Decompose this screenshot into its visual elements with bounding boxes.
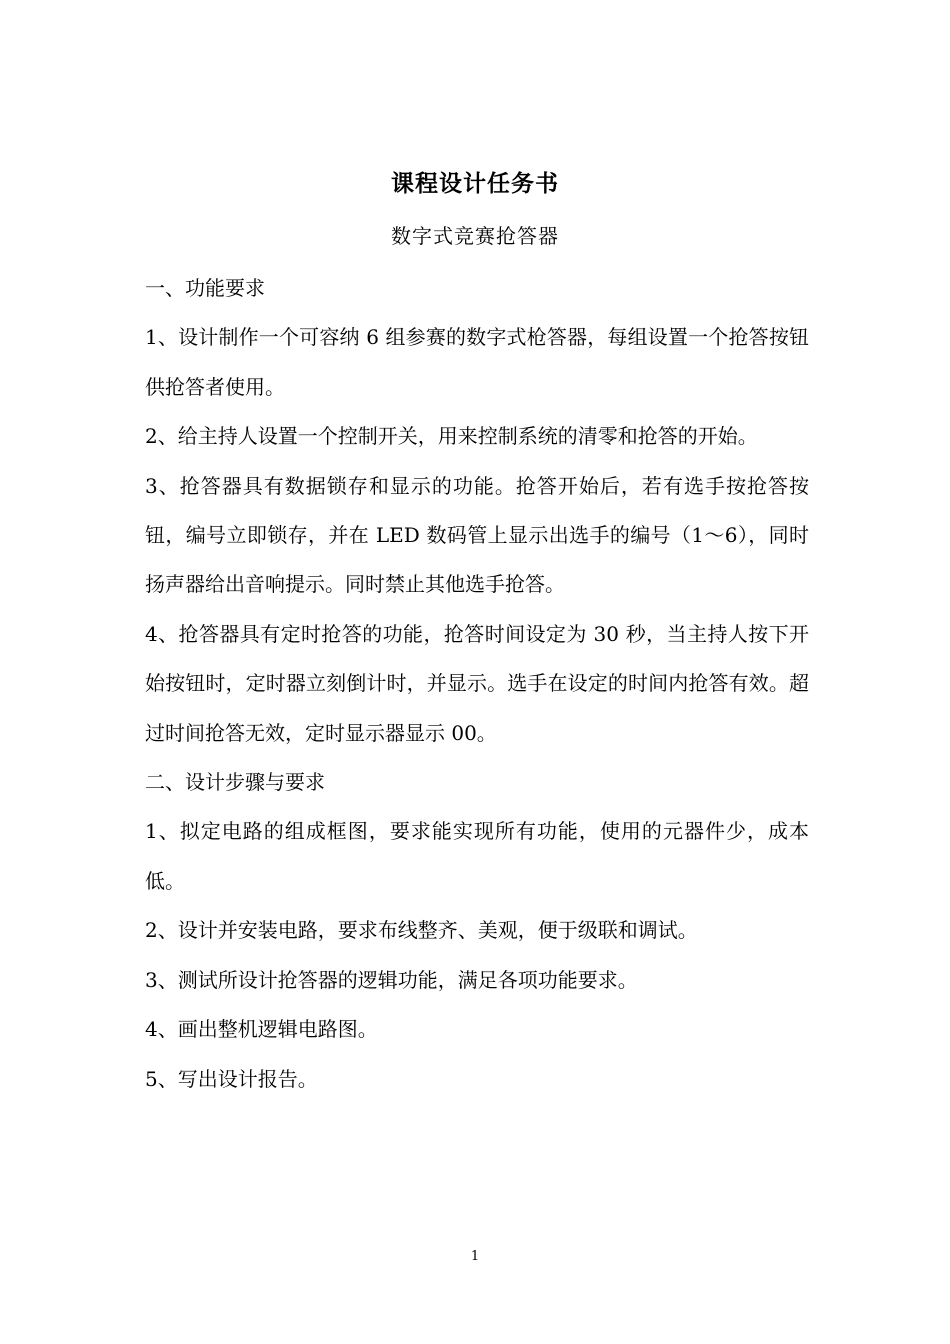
paragraph-function-1: 1、设计制作一个可容纳 6 组参赛的数字式枪答器，每组设置一个抢答按钮供抢答者使用。 <box>145 325 809 399</box>
document-title: 课程设计任务书 <box>391 171 559 197</box>
paragraph-function-4: 4、抢答器具有定时抢答的功能，抢答时间设定为 30 秒，当主持人按下开始按钮时，定时器立刻倒计时，并显示。选手在设定的时间内抢答有效。超过时间抢答无效，定时显示器显示 00。 <box>145 621 809 745</box>
paragraph-step-4: 4、画出整机逻辑电路图。 <box>145 1017 378 1042</box>
section-heading-function: 一、功能要求 <box>145 276 265 300</box>
document-body <box>145 264 809 1104</box>
document-subtitle: 数字式竞赛抢答器 <box>391 224 559 248</box>
page-number: 1 <box>470 1249 480 1264</box>
paragraph-step-2: 2、设计并安装电路，要求布线整齐、美观，便于级联和调试。 <box>145 918 698 943</box>
paragraph-step-5: 5、写出设计报告。 <box>145 1066 318 1091</box>
section-heading-steps: 二、设计步骤与要求 <box>145 770 325 795</box>
paragraph-step-1: 1、拟定电路的组成框图，要求能实现所有功能，使用的元器件少，成本低。 <box>145 819 809 893</box>
paragraph-step-3: 3、测试所设计抢答器的逻辑功能，满足各项功能要求。 <box>145 967 638 992</box>
paragraph-function-3: 3、抢答器具有数据锁存和显示的功能。抢答开始后，若有选手按抢答按钮，编号立即锁存，并在 LED 数码管上显示出选手的编号（1～6），同时扬声器给出音响提示。同时禁止其他选手抢答。 <box>145 473 809 597</box>
paragraph-function-2: 2、给主持人设置一个控制开关，用来控制系统的清零和抢答的开始。 <box>145 424 758 449</box>
